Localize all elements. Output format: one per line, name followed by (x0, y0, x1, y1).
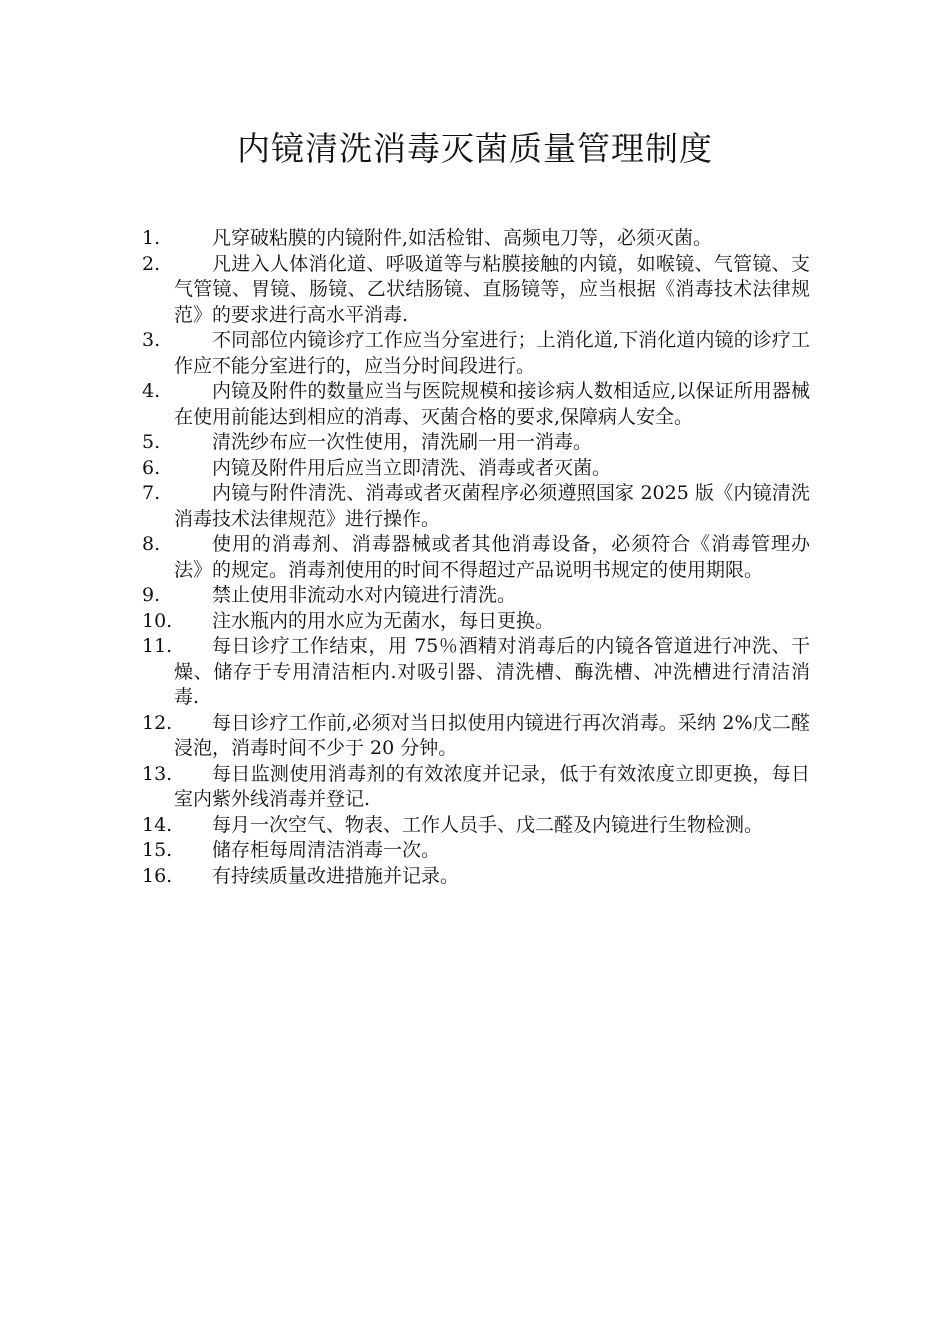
rule-text: 注水瓶内的用水应为无菌水，每日更换。 (212, 609, 555, 632)
rule-number: 12. (142, 711, 173, 734)
list-item (142, 532, 810, 583)
list-item (142, 609, 810, 635)
rule-text: 每日诊疗工作前,必须对当日拟使用内镜进行再次消毒。采纳 2%戊二醛浸泡，消毒时间不少于 20 分钟。 (174, 711, 810, 759)
rule-number: 8. (142, 533, 161, 555)
rule-number: 16. (142, 864, 173, 887)
rule-number: 7. (142, 482, 161, 504)
rule-number: 9. (142, 584, 161, 606)
rule-text: 禁止使用非流动水对内镜进行清洗。 (212, 584, 517, 606)
rule-text: 储存柜每周清洁消毒一次。 (212, 839, 441, 861)
list-item (142, 813, 810, 839)
rule-number: 11. (142, 635, 173, 657)
list-item (142, 430, 810, 456)
rule-number: 2. (142, 252, 161, 275)
list-item (142, 456, 810, 482)
rule-number: 14. (142, 813, 173, 836)
rule-number: 1. (142, 227, 161, 249)
list-item (142, 481, 810, 532)
rule-text: 清洗纱布应一次性使用，清洗刷一用一消毒。 (212, 431, 593, 453)
rule-text: 每月一次空气、物表、工作人员手、戊二醛及内镜进行生物检测。 (212, 813, 764, 836)
rule-text: 凡进入人体消化道、呼吸道等与粘膜接触的内镜，如喉镜、气管镜、支气管镜、胃镜、肠镜、乙状结肠镜、直肠镜等，应当根据《消毒技术法律规范》的要求进行高水平消毒. (174, 252, 810, 326)
rule-text: 不同部位内镜诊疗工作应当分室进行；上消化道,下消化道内镜的诊疗工作应不能分室进行的，应当分时间段进行。 (174, 329, 810, 377)
rule-text: 内镜及附件用后应当立即清洗、消毒或者灭菌。 (212, 456, 612, 479)
rule-text: 凡穿破粘膜的内镜附件,如活检钳、高频电刀等，必须灭菌。 (212, 227, 713, 249)
rule-number: 13. (142, 762, 173, 785)
document-title: 内镜清洗消毒灭菌质量管理制度 (237, 129, 713, 168)
list-item (142, 864, 810, 890)
list-item (142, 583, 810, 609)
rule-text: 每日诊疗工作结束，用 75％酒精对消毒后的内镜各管道进行冲洗、干燥、储存于专用清洁柜内.对吸引器、清洗槽、酶洗槽、冲洗槽进行清洁消毒. (174, 635, 810, 708)
list-item (142, 762, 810, 813)
rule-text: 内镜与附件清洗、消毒或者灭菌程序必须遵照国家 2025 版《内镜清洗消毒技术法律规范》进行操作。 (174, 482, 810, 530)
rule-number: 6. (142, 456, 161, 479)
list-item (142, 328, 810, 379)
list-item (142, 226, 810, 252)
list-item (142, 634, 810, 711)
list-item (142, 379, 810, 430)
rules-list (142, 226, 810, 889)
rule-number: 5. (142, 431, 161, 453)
rule-number: 15. (142, 839, 173, 861)
rule-number: 4. (142, 380, 161, 402)
list-item (142, 838, 810, 864)
rule-text: 每日监测使用消毒剂的有效浓度并记录，低于有效浓度立即更换，每日室内紫外线消毒并登记. (174, 762, 810, 810)
rule-number: 10. (142, 609, 173, 632)
rule-text: 有持续质量改进措施并记录。 (212, 864, 460, 887)
rule-text: 内镜及附件的数量应当与医院规模和接诊病人数相适应,以保证所用器械在使用前能达到相应的消毒、灭菌合格的要求,保障病人安全。 (174, 380, 810, 428)
list-item (142, 252, 810, 329)
rule-number: 3. (142, 329, 161, 351)
list-item (142, 711, 810, 762)
rule-text: 使用的消毒剂、消毒器械或者其他消毒设备，必须符合《消毒管理办法》的规定。消毒剂使用的时间不得超过产品说明书规定的使用期限。 (174, 533, 810, 581)
